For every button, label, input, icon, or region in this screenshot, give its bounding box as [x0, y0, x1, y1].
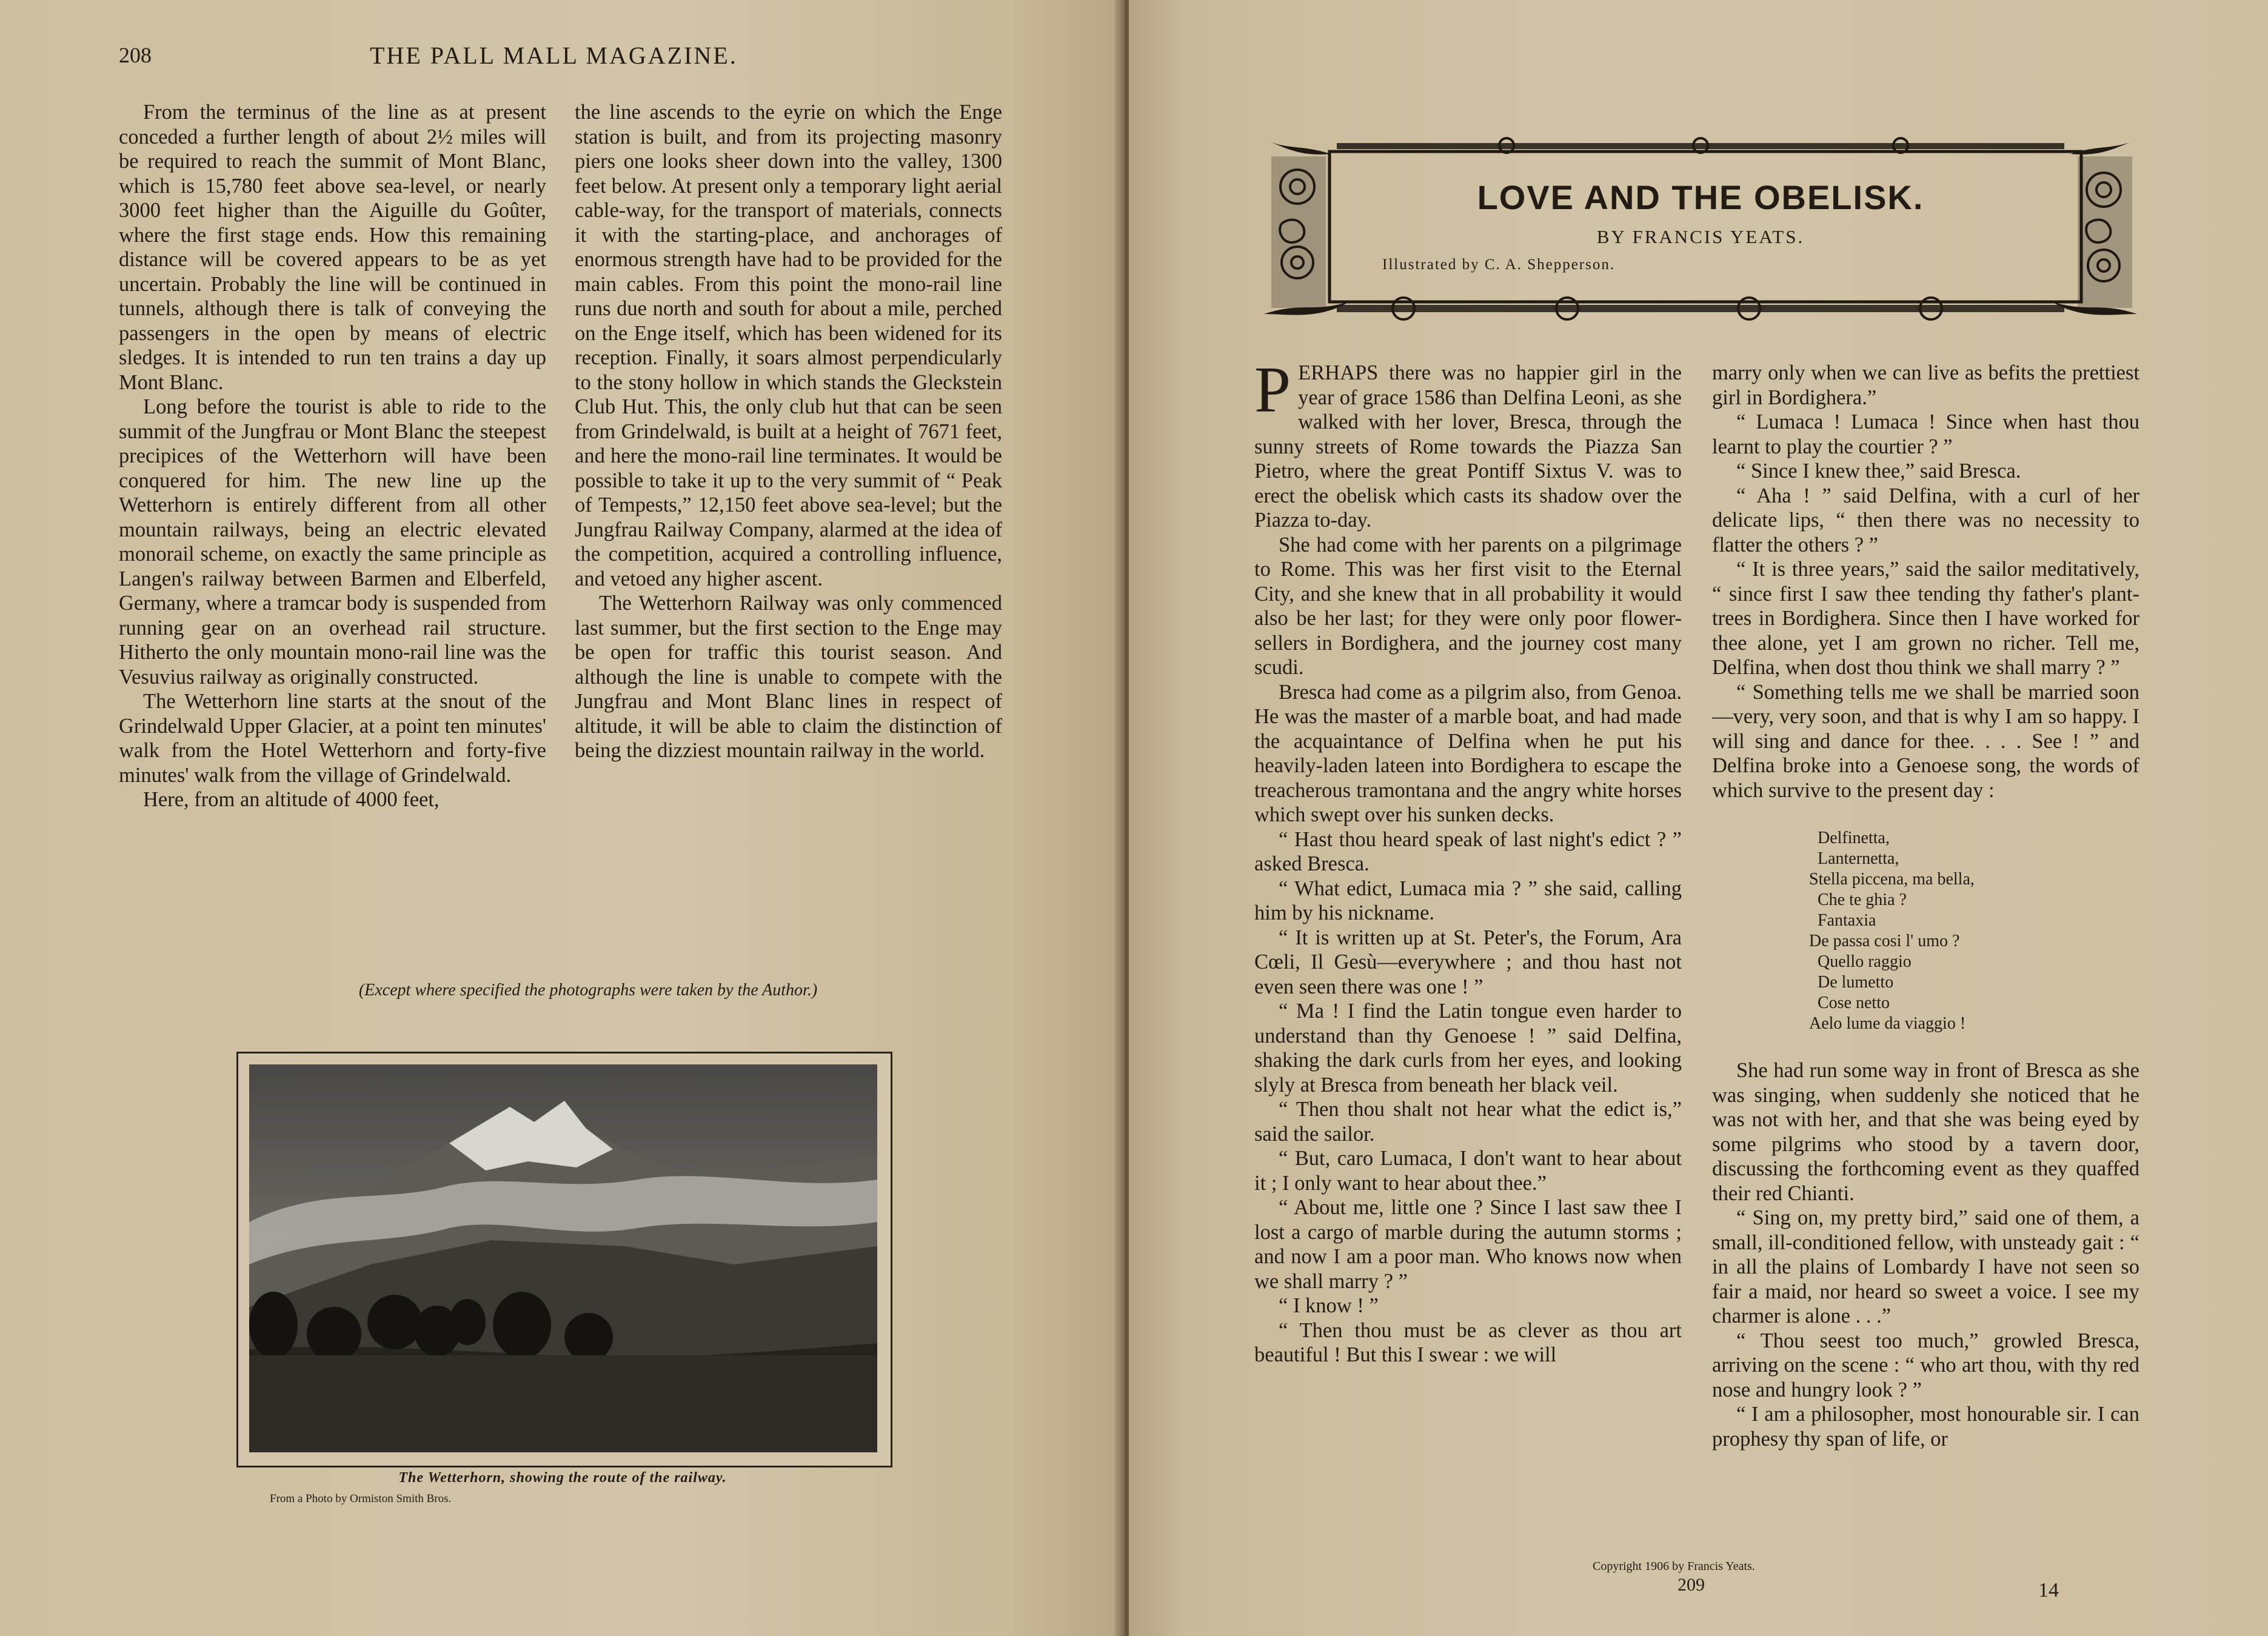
- paragraph: “ Aha ! ” said Delfina, with a curl of her delicate lips, “ then there was no necessity to flatter the others ? ”: [1712, 484, 2139, 556]
- song-line: Quello raggio: [1809, 952, 1912, 971]
- left-page: [0, 0, 1122, 1636]
- paragraph: “ Thou seest too much,” growled Bresca, arriving on the scene : “ who art thou, with thy red nose and hungry look ? ”: [1712, 1329, 2139, 1401]
- song-line: Che te ghia ?: [1809, 890, 1907, 909]
- story-title: LOVE AND THE OBELISK.: [1477, 178, 1924, 216]
- paragraph: “ Since I knew thee,” said Bresca.: [1736, 459, 2021, 482]
- paragraph: “ I am a philosopher, most honourable sir. I can prophesy thy span of life, or: [1712, 1403, 2139, 1451]
- song-line: Stella piccena, ma bella,: [1809, 870, 1975, 889]
- paragraph: She had run some way in front of Bresca as she was singing, when suddenly she noticed that he was not with her, and that she was being eyed by some pilgrims who stood by a tavern door, discussing the forthcoming event as they quaffed their red Chianti.: [1712, 1059, 2139, 1205]
- paragraph: She had come with her parents on a pilgrimage to Rome. This was her first visit to the Eternal City, and she knew that in all probability it would also be her last; for they were only poor flower-sellers in Bordighera, and the journey cost many scudi.: [1254, 533, 1682, 679]
- paragraph: “ About me, little one ? Since I last saw thee I lost a cargo of marble during the autumn storms ; and now I am a poor man. Who knows now when we shall marry ? ”: [1254, 1196, 1682, 1293]
- left-page-number: 208: [119, 43, 152, 67]
- paragraph: “ But, caro Lumaca, I don't want to hear about it ; I only want to hear about thee.”: [1254, 1147, 1682, 1195]
- right-page: [1129, 0, 2268, 1636]
- wetterhorn-photo: [249, 1064, 877, 1452]
- paragraph: “ Then thou shalt not hear what the edict is,” said the sailor.: [1254, 1098, 1682, 1146]
- paragraph: “ Lumaca ! Lumaca ! Since when hast thou learnt to play the courtier ? ”: [1712, 410, 2139, 458]
- paragraph: “ Hast thou heard speak of last night's edict ? ” asked Bresca.: [1254, 827, 1682, 875]
- paragraph: “ It is three years,” said the sailor meditatively, “ since first I saw thee tending thy father's plant-trees in Bordighera. Since then I have worked for thee alone, yet I am grown no richer. Tell me, Delfina, when dost thou think we shall marry ? ”: [1712, 558, 2139, 679]
- paragraph: the line ascends to the eyrie on which the Enge station is built, and from its projecting masonry piers one looks sheer down into the valley, 1300 feet below. At present only a temporary light aerial cable-way, for the transport of materials, connects it with the starting-place, and anchorages of enormous strength have had to be provided for the main cables. From this point the mono-rail line runs due north and south for about a mile, perched on the Enge itself, which has been widened for its reception. Finally, it soars almost perpendicularly to the stony hollow in which stands the Gleckstein Club Hut. This, the only club hut that can be seen from Grindelwald, is built at a height of 7671 feet, and here the mono-rail line terminates. It would be possible to take it up to the very summit of “ Peak of Tempests,” 12,150 feet above sea-level; but the Jungfrau Railway Company, alarmed at the idea of the competition, acquired a controlling influence, and vetoed any higher ascent.: [575, 101, 1002, 590]
- paragraph: “ It is written up at St. Peter's, the Forum, Ara Cœli, Il Gesù—everywhere ; and thou hast not even seen there was one ! ”: [1254, 926, 1682, 998]
- paragraph: “ I know ! ”: [1279, 1294, 1379, 1317]
- left-column-2: [575, 100, 1002, 763]
- song-line: De passa cosi l' umo ?: [1809, 932, 1960, 950]
- copyright-notice: Copyright 1906 by Francis Yeats.: [1593, 1560, 1755, 1573]
- paragraph: “ Then thou must be as clever as thou art beautiful ! But this I swear : we will: [1254, 1318, 1682, 1366]
- right-page-number: 209: [1678, 1575, 1705, 1595]
- song-line: Lanternetta,: [1809, 849, 1899, 868]
- photo-frame: [236, 1052, 892, 1467]
- song-line: Cose netto: [1809, 993, 1890, 1012]
- paragraph: “ Sing on, my pretty bird,” said one of them, a small, ill-conditioned fellow, with unsteady gait : “ in all the plains of Lombardy I have not seen so fair a maid, nor heard so sweet a voice. I see my charmer is alone . . .”: [1712, 1206, 2139, 1327]
- paragraph: Here, from an altitude of 4000 feet,: [143, 788, 440, 811]
- photo-attribution-note: (Except where specified the photographs were taken by the Author.): [358, 981, 818, 1000]
- illustrator-credit: Illustrated by C. A. Shepperson.: [1382, 256, 1616, 273]
- paragraph: “ Ma ! I find the Latin tongue even harder to understand than thy Genoese ! ” said Delfina, shaking the dark curls from her eyes, and looking slyly at Bresca from beneath her black veil.: [1254, 1000, 1682, 1097]
- paragraph: Bresca had come as a pilgrim also, from Genoa. He was the master of a marble boat, and had made the acquaintance of Delfina when he put his heavily-laden lateen into Bordighera to escape the treacherous tramontana and the angry white horses which swept over his sunken decks.: [1254, 680, 1682, 826]
- title-ornament-frame: [1264, 132, 2137, 329]
- paragraph: “ What edict, Lumaca mia ? ” she said, calling him by his nickname.: [1254, 876, 1682, 924]
- photo-credit: From a Photo by Ormiston Smith Bros.: [270, 1492, 452, 1505]
- song-line: Fantaxia: [1809, 911, 1876, 930]
- paragraph: Long before the tourist is able to ride to the summit of the Jungfrau or Mont Blanc the steepest precipices of the Wetterhorn will have been conquered for him. The new line up the Wetterhorn is entirely different from all other mountain railways, being an electric elevated monorail scheme, on exactly the same principle as Langen's railway between Barmen and Elberfeld, Germany, where a tramcar body is suspended from running gear on an overhead rail structure. Hitherto the only mountain mono-rail line was the Vesuvius railway as originally constructed.: [119, 395, 546, 689]
- song-line: De lumetto: [1809, 973, 1894, 992]
- story-byline: BY FRANCIS YEATS.: [1596, 226, 1805, 247]
- right-column-2: [1712, 361, 2139, 1451]
- paragraph: From the terminus of the line as at present conceded a further length of about 2½ miles will be required to reach the summit of Mont Blanc, which is 15,780 feet above sea-level, or nearly 3000 feet higher than the Aiguille du Goûter, where the first stage ends. How this remaining distance will be covered appears to be as yet uncertain. Probably the line will be continued in tunnels, although there is talk of conveying the passengers in the open by means of electric sledges. It is intended to run ten trains a day up Mont Blanc.: [119, 101, 546, 394]
- paragraph: The Wetterhorn line starts at the snout of the Grindelwald Upper Glacier, at a point ten minutes' walk from the Hotel Wetterhorn and forty-five minutes' walk from the village of Grindelwald.: [119, 690, 546, 787]
- left-column-1: [119, 100, 546, 812]
- paragraph: “ Something tells me we shall be married soon—very, very soon, and that is why I am so happy. I will sing and dance for thee. . . . See ! ” and Delfina broke into a Genoese song, the words of which survive to the present day :: [1712, 680, 2139, 802]
- song-line: Aelo lume da viaggio !: [1809, 1014, 1966, 1033]
- signature-mark: 14: [2038, 1579, 2059, 1601]
- genoese-song: [1809, 828, 2139, 1034]
- right-column-1: [1254, 354, 1682, 1367]
- opening-text: ERHAPS there was no happier girl in the year of grace 1586 than Delfina Leoni, as she walked with her lover, Bresca, through the sunny streets of Rome towards the Piazza San Pietro, where the great Pontiff Sixtus V. was to erect the obelisk which casts its shadow over the Piazza to-day.: [1254, 361, 1682, 532]
- paragraph: The Wetterhorn Railway was only commenced last summer, but the first section to the Enge may be open for traffic this tourist season. And although the line is unable to compete with the Jungfrau and Mont Blanc lines in respect of altitude, it will be able to claim the distinction of being the dizziest mountain railway in the world.: [575, 592, 1002, 762]
- photo-caption: The Wetterhorn, showing the route of the railway.: [398, 1470, 727, 1486]
- song-line: Delfinetta,: [1809, 829, 1890, 847]
- running-head: THE PALL MALL MAGAZINE.: [370, 42, 738, 69]
- drop-cap: P: [1254, 354, 1291, 426]
- paragraph: marry only when we can live as befits the prettiest girl in Bordighera.”: [1712, 361, 2139, 409]
- opening-paragraph: [1254, 354, 1682, 533]
